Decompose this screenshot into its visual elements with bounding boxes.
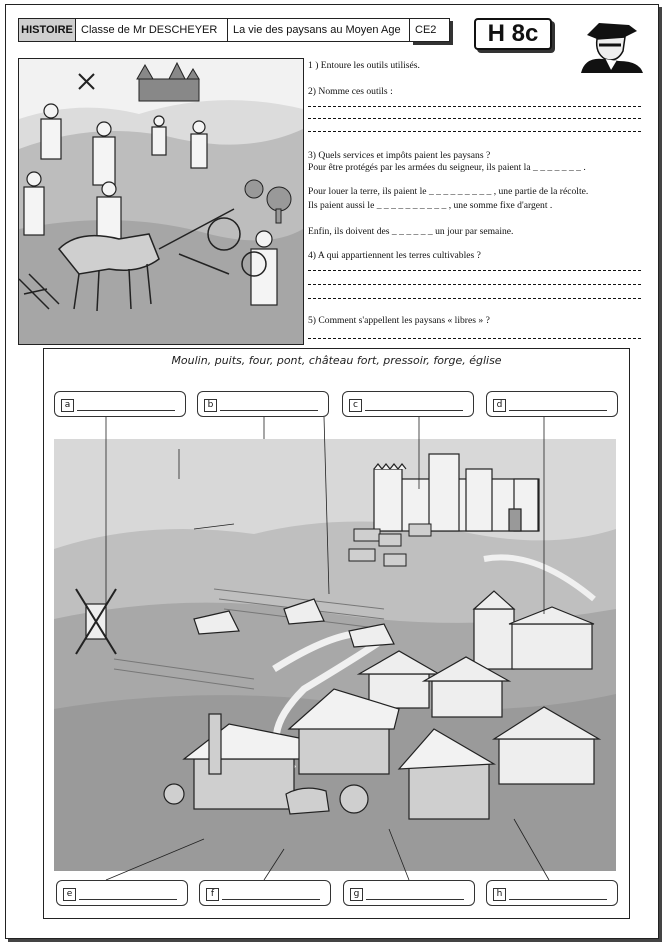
label-letter: h [493, 888, 506, 901]
label-letter: a [61, 399, 74, 412]
label-letter: c [349, 399, 362, 412]
question-3-line-2: Pour louer la terre, ils paient le _ _ _ _ _ _ _ _ _ , une partie de la récolte. [308, 186, 589, 197]
teacher-cell: Classe de Mr DESCHEYER [76, 18, 228, 42]
label-box-e[interactable] [56, 880, 188, 906]
question-2: 2) Nomme ces outils : [308, 86, 393, 97]
village-scene [54, 439, 616, 871]
label-letter: f [206, 888, 219, 901]
answer-line [308, 131, 641, 132]
question-5: 5) Comment s'appellent les paysans « libres » ? [308, 315, 490, 326]
label-box-d[interactable] [486, 391, 618, 417]
teacher-logo-icon [577, 15, 645, 73]
label-letter: d [493, 399, 506, 412]
label-letter: g [350, 888, 363, 901]
question-1: 1 ) Entoure les outils utilisés. [308, 60, 420, 71]
answer-line [308, 118, 641, 119]
subject-cell: HISTOIRE [18, 18, 76, 42]
question-3-line-4: Enfin, ils doivent des _ _ _ _ _ _ un jour par semaine. [308, 226, 514, 237]
answer-line [308, 270, 641, 271]
answer-line [308, 284, 641, 285]
question-3-line-1: Pour être protégés par les armées du seigneur, ils paient la _ _ _ _ _ _ _ . [308, 162, 586, 173]
map-word-list: Moulin, puits, four, pont, château fort, pressoir, forge, église [171, 354, 502, 367]
label-box-h[interactable] [486, 880, 618, 906]
answer-line [308, 106, 641, 107]
header-bar [18, 18, 450, 42]
lesson-code-badge: H 8c [474, 18, 552, 50]
question-4: 4) A qui appartiennent les terres cultivables ? [308, 250, 481, 261]
answer-line [308, 338, 641, 339]
answer-line [308, 298, 641, 299]
label-box-f[interactable] [199, 880, 331, 906]
question-3-line-3: Ils paient aussi le _ _ _ _ _ _ _ _ _ _ , une somme fixe d'argent . [308, 200, 553, 211]
label-box-c[interactable] [342, 391, 474, 417]
label-box-b[interactable] [197, 391, 329, 417]
label-letter: e [63, 888, 76, 901]
level-cell: CE2 [410, 18, 450, 42]
label-box-g[interactable] [343, 880, 475, 906]
lesson-title: La vie des paysans au Moyen Age [228, 18, 410, 42]
peasants-illustration [18, 58, 304, 345]
label-letter: b [204, 399, 217, 412]
question-3: 3) Quels services et impôts paient les paysans ? [308, 150, 491, 161]
label-box-a[interactable] [54, 391, 186, 417]
village-map [43, 348, 630, 919]
